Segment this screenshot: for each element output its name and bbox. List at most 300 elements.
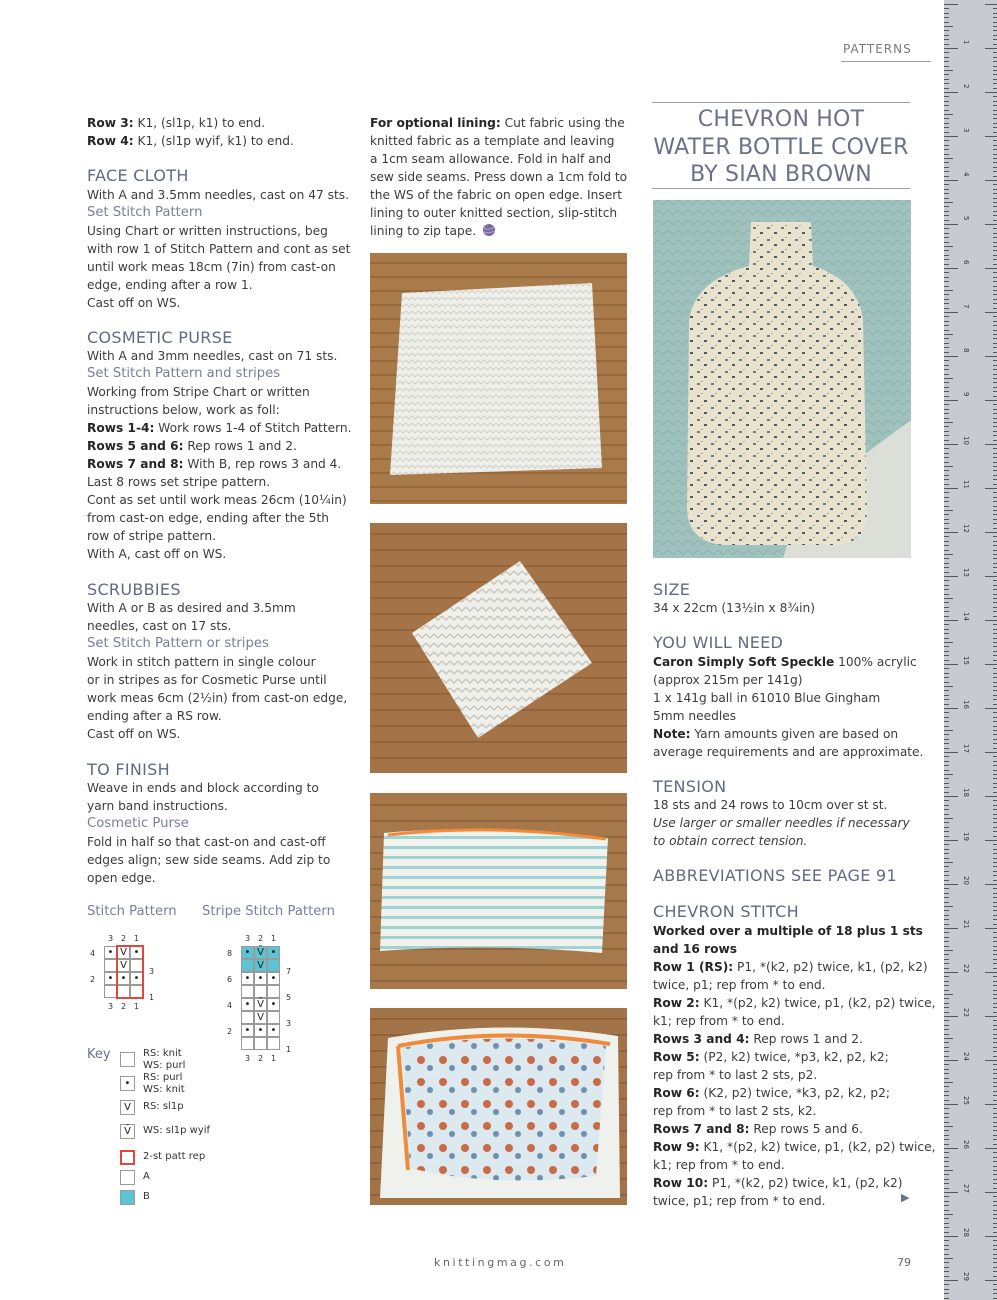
ruler-tick xyxy=(944,418,949,419)
ruler-tick xyxy=(944,1267,949,1268)
ruler-tick xyxy=(944,981,949,982)
key-label: Key xyxy=(87,1047,111,1062)
ruler-tick xyxy=(993,642,997,643)
note-label: Note: xyxy=(653,727,691,741)
ruler-tick xyxy=(993,1258,997,1259)
ruler-number: 7 xyxy=(962,304,970,309)
ruler-tick xyxy=(993,717,997,718)
ruler-tick xyxy=(993,1139,997,1140)
ruler-tick xyxy=(944,849,949,850)
chart-cell xyxy=(267,1037,280,1050)
ruler-tick xyxy=(944,1280,958,1281)
scrubbies-body xyxy=(87,599,347,743)
ruler-tick xyxy=(993,39,997,40)
ruler-tick xyxy=(944,1298,949,1299)
ruler-tick xyxy=(985,620,997,621)
ruler-tick xyxy=(944,378,953,379)
chart-key xyxy=(118,1048,251,1210)
ruler-tick xyxy=(944,695,949,696)
you-will-need-heading: YOU WILL NEED xyxy=(653,633,784,652)
ruler-tick xyxy=(985,972,997,973)
ruler-tick xyxy=(993,959,997,960)
ruler-tick xyxy=(993,378,997,379)
chart-cell: • xyxy=(267,998,280,1011)
ruler-number: 24 xyxy=(962,1052,970,1061)
ruler-tick xyxy=(944,26,953,27)
ruler-tick xyxy=(944,88,949,89)
ruler-tick xyxy=(944,554,953,555)
ruler-tick xyxy=(993,250,997,251)
ruler-tick xyxy=(993,888,997,889)
chevron-row-label: Row 5: xyxy=(653,1050,700,1064)
ruler-tick xyxy=(985,1016,997,1017)
chevron-row-text: (P2, k2) twice, *p3, k2, p2, k2; xyxy=(699,1050,889,1064)
ruler-tick xyxy=(944,950,953,951)
ruler-tick xyxy=(993,787,997,788)
ruler-number: 11 xyxy=(962,480,970,489)
ruler-tick xyxy=(944,932,949,933)
ruler-tick xyxy=(944,1201,949,1202)
ruler-tick xyxy=(944,985,949,986)
ruler-tick xyxy=(944,567,949,568)
ruler-tick xyxy=(944,528,949,529)
ruler-tick xyxy=(944,8,949,9)
ruler-tick xyxy=(993,426,997,427)
chart-cell: • xyxy=(241,998,254,1011)
ruler-tick xyxy=(944,448,949,449)
ruler-tick xyxy=(993,563,997,564)
ruler-tick xyxy=(985,884,997,885)
ruler-tick xyxy=(993,360,997,361)
ruler-tick xyxy=(944,897,949,898)
ruler-tick xyxy=(993,404,997,405)
page-number: 79 xyxy=(897,1256,911,1269)
ruler-number: 16 xyxy=(962,700,970,709)
ruler-tick xyxy=(993,778,997,779)
finish-line: yarn band instructions. xyxy=(87,799,228,813)
size-text: 34 x 22cm (13½in x 8¾in) xyxy=(653,601,816,615)
ruler-tick xyxy=(944,919,949,920)
row3-text: K1, (sl1p, k1) to end. xyxy=(133,116,266,130)
ruler-tick xyxy=(944,30,949,31)
ruler-tick xyxy=(993,237,997,238)
purse-lining-photo xyxy=(370,1008,627,1205)
ruler-tick xyxy=(944,35,949,36)
ruler-tick xyxy=(944,193,949,194)
ruler-number: 10 xyxy=(962,436,970,445)
ruler-tick xyxy=(944,4,958,5)
ruler-tick xyxy=(944,1227,949,1228)
chart-cell: • xyxy=(241,1024,254,1037)
ruler-tick xyxy=(944,242,949,243)
ruler-tick xyxy=(944,338,949,339)
chevron-row-text: (K2, p2) twice, *k3, p2, k2, p2; xyxy=(699,1086,890,1100)
chart-cell xyxy=(267,985,280,998)
ruler-tick xyxy=(993,334,997,335)
ruler-tick xyxy=(944,787,949,788)
ruler-tick xyxy=(944,655,949,656)
ruler-tick xyxy=(993,140,997,141)
ruler-tick xyxy=(993,849,997,850)
purse-line: Last 8 rows set stripe pattern. xyxy=(87,475,271,489)
cosmetic-purse-body xyxy=(87,347,352,563)
chart-cell xyxy=(241,1037,254,1050)
ruler-tick xyxy=(993,61,997,62)
chart-row-number: 2 xyxy=(90,975,96,984)
need-line: 1 x 141g ball in 61010 Blue Gingham xyxy=(653,691,881,705)
ruler-tick xyxy=(985,840,997,841)
ruler-tick xyxy=(993,985,997,986)
finish-line: edges align; sew side seams. Add zip to xyxy=(87,853,331,867)
chart-row-number: 2 xyxy=(227,1027,233,1036)
ruler-tick xyxy=(993,1174,997,1175)
ruler-tick xyxy=(944,233,949,234)
ruler-tick xyxy=(944,312,958,313)
chart-column-number: 2 xyxy=(258,1054,264,1063)
chart-cell: • xyxy=(130,972,143,985)
chevron-row-text: Rep rows 1 and 2. xyxy=(749,1032,863,1046)
purse-rows56-label: Rows 5 and 6: xyxy=(87,439,184,453)
note-line: average requirements and are approximate. xyxy=(653,745,924,759)
ruler-number: 1 xyxy=(962,40,970,45)
ruler-tick xyxy=(944,660,949,661)
ruler-tick xyxy=(944,101,949,102)
ruler-tick xyxy=(993,748,997,749)
to-finish-heading: TO FINISH xyxy=(87,760,170,779)
ruler-tick xyxy=(944,145,949,146)
ruler-tick xyxy=(993,492,997,493)
purse-rows78-text: With B, rep rows 3 and 4. xyxy=(183,457,342,471)
chart-cell: • xyxy=(254,1024,267,1037)
ruler-tick xyxy=(993,699,997,700)
ruler-tick xyxy=(993,158,997,159)
purse-rows78-label: Rows 7 and 8: xyxy=(87,457,184,471)
ruler-tick xyxy=(985,268,997,269)
ruler-tick xyxy=(993,409,997,410)
ruler-tick xyxy=(944,778,949,779)
ruler-tick xyxy=(993,272,997,273)
ruler-tick xyxy=(985,136,997,137)
face-cloth-line: edge, ending after a row 1. xyxy=(87,278,253,292)
scrubbies-line: With A or B as desired and 3.5mm xyxy=(87,601,296,615)
stripe-chart-title: Stripe Stitch Pattern xyxy=(202,904,335,919)
ruler-tick xyxy=(944,74,949,75)
finish-line: Weave in ends and block according to xyxy=(87,781,319,795)
chart-row-number: 4 xyxy=(227,1001,233,1010)
ruler-tick xyxy=(944,1188,949,1189)
face-cloth-heading: FACE CLOTH xyxy=(87,166,189,185)
ruler-tick xyxy=(993,853,997,854)
ruler-tick xyxy=(993,668,997,669)
ruler-tick xyxy=(993,1214,997,1215)
ruler-tick xyxy=(944,796,958,797)
ruler-tick xyxy=(985,312,997,313)
need-line: (approx 215m per 141g) xyxy=(653,673,803,687)
ruler-tick xyxy=(993,171,997,172)
ruler-tick xyxy=(993,963,997,964)
ruler-tick xyxy=(944,167,949,168)
ruler-tick xyxy=(944,620,958,621)
ruler-tick xyxy=(993,607,997,608)
ruler-tick xyxy=(944,501,949,502)
ruler-tick xyxy=(944,708,958,709)
you-will-need-body xyxy=(653,653,923,761)
face-cloth-line: with row 1 of Stitch Pattern and cont as set xyxy=(87,242,351,256)
ruler-tick xyxy=(985,180,997,181)
ruler-tick xyxy=(944,651,949,652)
ruler-tick xyxy=(944,871,949,872)
ruler-tick xyxy=(993,330,997,331)
ruler-tick xyxy=(944,57,949,58)
ruler-tick xyxy=(993,946,997,947)
ruler-tick xyxy=(993,281,997,282)
ruler-tick xyxy=(944,1073,949,1074)
cosmetic-purse-image xyxy=(370,793,627,989)
ruler-tick xyxy=(944,1025,949,1026)
ruler-tick xyxy=(993,1113,997,1114)
ruler-tick xyxy=(944,277,949,278)
ruler-tick xyxy=(985,224,997,225)
row4-text: K1, (sl1p wyif, k1) to end. xyxy=(133,134,294,148)
ruler-tick xyxy=(944,303,949,304)
scrubbie-image xyxy=(370,523,627,773)
ruler-tick xyxy=(993,374,997,375)
ruler-tick xyxy=(944,453,949,454)
chevron-row-text: Rep rows 5 and 6. xyxy=(749,1122,863,1136)
ruler-tick xyxy=(944,17,949,18)
ruler-tick xyxy=(985,1236,997,1237)
ruler-tick xyxy=(993,457,997,458)
ruler-tick xyxy=(944,1038,953,1039)
ruler-tick xyxy=(993,536,997,537)
ruler-tick xyxy=(993,809,997,810)
key-text: RS: knit xyxy=(143,1048,182,1059)
ruler-tick xyxy=(993,123,997,124)
ruler-tick xyxy=(993,396,997,397)
ruler-tick xyxy=(944,83,949,84)
ruler-tick xyxy=(993,118,997,119)
ruler-tick xyxy=(993,176,997,177)
key-text: WS: knit xyxy=(143,1084,185,1095)
ruler-tick xyxy=(993,1157,997,1158)
ruler-number: 28 xyxy=(962,1228,970,1237)
scrubbies-line: ending after a RS row. xyxy=(87,709,222,723)
ruler-tick xyxy=(993,1161,997,1162)
stitch-pattern-chart xyxy=(88,934,178,1044)
row4-label: Row 4: xyxy=(87,134,134,148)
chart-cell xyxy=(254,1037,267,1050)
purse-line: row of stripe pattern. xyxy=(87,529,216,543)
ruler-tick xyxy=(993,629,997,630)
ruler-tick xyxy=(944,365,949,366)
ruler-tick xyxy=(944,937,949,938)
ruler-tick xyxy=(944,294,949,295)
face-cloth-line: Using Chart or written instructions, beg xyxy=(87,224,328,238)
ruler-tick xyxy=(993,814,997,815)
ruler-number: 25 xyxy=(962,1096,970,1105)
ruler-tick xyxy=(993,343,997,344)
ruler-tick xyxy=(944,1284,949,1285)
ruler-tick xyxy=(993,1108,997,1109)
ruler-tick xyxy=(944,990,949,991)
ruler-tick xyxy=(993,387,997,388)
ruler-tick xyxy=(944,96,949,97)
ruler-tick xyxy=(944,1166,949,1167)
ruler-tick xyxy=(993,695,997,696)
ruler-tick xyxy=(993,893,997,894)
purse-lining-image xyxy=(370,1008,627,1205)
ruler-tick xyxy=(944,963,949,964)
ruler-tick xyxy=(993,303,997,304)
chart-cell xyxy=(241,1011,254,1024)
ruler-tick xyxy=(993,479,997,480)
ruler-tick xyxy=(944,594,949,595)
key-text: WS: purl xyxy=(143,1060,186,1071)
ruler-tick xyxy=(944,1223,949,1224)
chart-row-number: 3 xyxy=(149,967,155,976)
ruler-tick xyxy=(944,646,949,647)
ruler-tick xyxy=(944,814,949,815)
yarn-name: Caron Simply Soft Speckle xyxy=(653,655,835,669)
ruler-tick xyxy=(993,739,997,740)
ruler-tick xyxy=(944,532,958,533)
ruler-tick xyxy=(993,1284,997,1285)
ruler-tick xyxy=(944,440,949,441)
chevron-row-label: Rows 3 and 4: xyxy=(653,1032,750,1046)
ruler-tick xyxy=(993,1271,997,1272)
chevron-stitch-body xyxy=(653,922,935,1210)
ruler-tick xyxy=(944,1029,949,1030)
ruler-tick xyxy=(944,585,949,586)
ruler-tick xyxy=(944,171,949,172)
ruler-tick xyxy=(993,259,997,260)
ruler-tick xyxy=(944,1144,949,1145)
ruler-tick xyxy=(993,836,997,837)
ruler-tick xyxy=(944,462,949,463)
ruler-tick xyxy=(993,220,997,221)
next-page-arrow-icon[interactable]: ▶ xyxy=(901,1191,910,1204)
ruler-tick xyxy=(944,382,949,383)
ruler-tick xyxy=(944,1051,949,1052)
ruler-tick xyxy=(944,154,949,155)
ruler-tick xyxy=(944,699,949,700)
chevron-row-continued: rep from * to last 2 sts, k2. xyxy=(653,1104,817,1118)
purse-line: Working from Stripe Chart or written xyxy=(87,385,310,399)
chevron-row-text: K1, *(p2, k2) twice, p1, (k2, p2) twice, xyxy=(699,1140,936,1154)
ruler-tick xyxy=(993,1126,997,1127)
ruler-tick xyxy=(944,272,949,273)
ruler-tick xyxy=(944,347,949,348)
ruler-tick xyxy=(993,1042,997,1043)
ruler-tick xyxy=(993,1122,997,1123)
ruler-tick xyxy=(993,74,997,75)
ruler-tick xyxy=(944,1104,958,1105)
ruler-tick xyxy=(944,158,953,159)
ruler-tick xyxy=(944,211,949,212)
purse-sub: Set Stitch Pattern and stripes xyxy=(87,366,281,381)
ruler-tick xyxy=(993,660,997,661)
ruler-tick xyxy=(944,396,949,397)
ruler-tick xyxy=(993,1227,997,1228)
ruler-tick xyxy=(993,70,997,71)
title-top-rule xyxy=(652,102,910,103)
ruler-tick xyxy=(993,726,997,727)
ruler-tick xyxy=(944,673,949,674)
ruler-tick xyxy=(944,400,958,401)
ruler-tick xyxy=(993,1025,997,1026)
ruler-tick xyxy=(944,369,949,370)
size-heading: SIZE xyxy=(653,580,691,599)
ruler-tick xyxy=(944,52,949,53)
ruler-tick xyxy=(944,818,953,819)
chart-cell xyxy=(254,985,267,998)
ruler-tick xyxy=(993,1293,997,1294)
ruler-tick xyxy=(993,79,997,80)
ruler-tick xyxy=(944,479,949,480)
ruler-tick xyxy=(993,382,997,383)
ruler-tick xyxy=(993,585,997,586)
ruler-tick xyxy=(993,1218,997,1219)
ruler-tick xyxy=(993,277,997,278)
purse-line: Cont as set until work meas 26cm (10¼in) xyxy=(87,493,347,507)
ruler-tick xyxy=(993,101,997,102)
ruler-tick xyxy=(993,1196,997,1197)
ruler-tick xyxy=(944,1276,949,1277)
ruler-tick xyxy=(993,550,997,551)
ruler-tick xyxy=(944,123,949,124)
ruler-tick xyxy=(944,457,949,458)
ruler-tick xyxy=(944,228,949,229)
ruler-tick xyxy=(993,154,997,155)
chevron-stitch-heading: CHEVRON STITCH xyxy=(653,902,799,921)
ruler-tick xyxy=(985,444,997,445)
ruler-number: 3 xyxy=(962,128,970,133)
ruler-tick xyxy=(993,1117,997,1118)
ruler-tick xyxy=(944,184,949,185)
ruler-tick xyxy=(944,48,958,49)
chevron-row-text: P1, *(k2, p2) twice, k1, (p2, k2) xyxy=(733,960,928,974)
ruler-tick xyxy=(993,462,997,463)
chart-cell: • xyxy=(254,972,267,985)
ruler-tick xyxy=(944,831,949,832)
chart-cell: V xyxy=(254,959,267,972)
chart-cell xyxy=(241,985,254,998)
ruler-tick xyxy=(993,862,997,863)
ruler-number: 9 xyxy=(962,392,970,397)
ruler-tick xyxy=(993,624,997,625)
ruler-tick xyxy=(985,1192,997,1193)
need-line: 5mm needles xyxy=(653,709,737,723)
ruler-tick xyxy=(944,765,949,766)
ruler-tick xyxy=(944,1174,949,1175)
ruler-tick xyxy=(985,356,997,357)
chart-column-number: 1 xyxy=(134,1002,140,1011)
ruler-tick xyxy=(993,321,997,322)
section-label: PATTERNS xyxy=(843,42,912,56)
ruler-tick xyxy=(993,286,997,287)
ruler-tick xyxy=(944,1210,949,1211)
pattern-title xyxy=(652,106,910,189)
chart-cell: • xyxy=(104,972,117,985)
ruler-tick xyxy=(944,1016,958,1017)
ruler-tick xyxy=(993,105,997,106)
chart-cell: V̄ xyxy=(254,946,267,959)
ruler-tick xyxy=(944,941,949,942)
ruler-tick xyxy=(944,132,949,133)
ruler-tick xyxy=(944,541,949,542)
ruler-tick xyxy=(993,1298,997,1299)
ruler-tick xyxy=(944,118,949,119)
